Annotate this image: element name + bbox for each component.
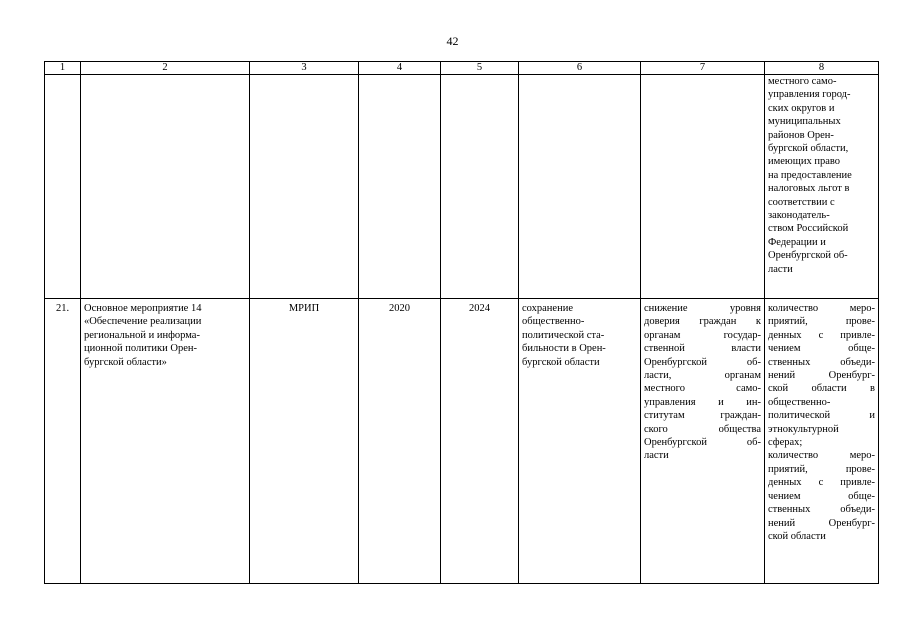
consequence-line: ского общества [644, 423, 761, 435]
cont-indicator-line: ских округов и [768, 102, 835, 114]
continuation-cell-6 [519, 75, 641, 299]
column-number-5: 5 [441, 62, 519, 75]
table-row-21 [45, 299, 879, 584]
column-number-4: 4 [359, 62, 441, 75]
consequence-line: ститутам граждан- [644, 410, 761, 422]
cont-indicator-line: управления город- [768, 89, 851, 101]
indicator-line: ственных объеди- [768, 356, 875, 368]
activity-name-line: Основное мероприятие 14 [84, 303, 202, 314]
result-line: сохранение [522, 303, 573, 314]
indicator-line: денных с привле- [768, 477, 875, 489]
cont-indicator-line: муниципальных [768, 116, 841, 128]
continuation-cell-4 [359, 75, 441, 299]
column-number-row [45, 62, 879, 75]
executor-cell: МРИП [250, 299, 359, 584]
indicator-line: сферах; [768, 437, 803, 449]
program-activities-table [44, 61, 879, 584]
cont-indicator-line: Оренбургской об- [768, 250, 848, 262]
indicator-line: денных с привле- [768, 329, 875, 341]
page-number: 42 [446, 34, 459, 48]
indicator-line: общественно- [768, 396, 831, 408]
expected-result-cell [519, 299, 641, 584]
column-number-2: 2 [81, 62, 250, 75]
indicator-line: чением обще- [768, 343, 875, 355]
consequence-line: ласти [644, 450, 669, 462]
cont-indicator-line: законодатель- [768, 210, 830, 222]
column-number-1: 1 [45, 62, 81, 75]
activity-name-cell [81, 299, 250, 584]
continuation-cell-1 [45, 75, 81, 299]
activity-name-line: региональной и информа- [84, 329, 200, 341]
consequence-line: управления и ин- [644, 396, 761, 408]
consequence-line: Оренбургской об- [644, 356, 761, 368]
consequence-cell [641, 299, 765, 584]
activity-name-line: ционной политики Орен- [84, 343, 197, 355]
row-number: 21. [45, 299, 81, 584]
end-year-cell: 2024 [441, 299, 519, 584]
cont-indicator-line: ласти [768, 263, 793, 275]
cont-indicator-line: имеющих право [768, 156, 841, 168]
continuation-cell-3 [250, 75, 359, 299]
start-year-cell: 2020 [359, 299, 441, 584]
consequence-line: снижение уровня [644, 303, 761, 314]
indicator-line: количество меро- [768, 303, 875, 314]
result-line: общественно- [522, 316, 585, 328]
result-line: бургской области [522, 356, 600, 368]
indicator-line: приятий, прове- [768, 316, 875, 328]
consequence-line: доверия граждан к [644, 316, 761, 328]
cont-indicator-line: на предоставление [768, 169, 852, 181]
column-number-3: 3 [250, 62, 359, 75]
consequence-line: органам государ- [644, 329, 761, 341]
indicator-line: чением обще- [768, 490, 875, 502]
column-number-8: 8 [765, 62, 879, 75]
consequence-line: Оренбургской об- [644, 437, 761, 449]
indicator-line: нений Оренбург- [768, 517, 875, 529]
result-line: бильности в Орен- [522, 343, 606, 355]
indicator-line: этнокультурной [768, 423, 839, 435]
consequence-line: ственной власти [644, 343, 761, 355]
column-number-7: 7 [641, 62, 765, 75]
result-line: политической ста- [522, 329, 605, 341]
cont-indicator-line: местного само- [768, 76, 837, 87]
cont-indicator-line: ством Российской [768, 223, 849, 235]
continuation-cell-5 [441, 75, 519, 299]
indicator-line: количество меро- [768, 450, 875, 462]
cont-indicator-line: Федерации и [768, 236, 826, 248]
continuation-cell-7 [641, 75, 765, 299]
consequence-line: местного само- [644, 383, 761, 395]
cont-indicator-line: соответствии с [768, 196, 835, 208]
cont-indicator-line: районов Орен- [768, 129, 834, 141]
activity-name-line: «Обеспечение реализации [84, 316, 202, 328]
indicator-line: приятий, прове- [768, 463, 875, 475]
continuation-indicator-cell [765, 75, 879, 299]
continuation-cell-2 [81, 75, 250, 299]
cont-indicator-line: налоговых льгот в [768, 183, 850, 195]
indicator-line: ственных объеди- [768, 504, 875, 516]
indicator-line: ской области в [768, 383, 875, 395]
indicator-line: ской области [768, 530, 826, 542]
indicator-line: политической и [768, 410, 875, 422]
continuation-row [45, 75, 879, 299]
cont-indicator-line: бургской области, [768, 143, 849, 155]
indicator-line: нений Оренбург- [768, 370, 875, 382]
indicator-cell [765, 299, 879, 584]
column-number-6: 6 [519, 62, 641, 75]
consequence-line: ласти, органам [644, 370, 761, 382]
activity-name-line: бургской области» [84, 356, 167, 368]
